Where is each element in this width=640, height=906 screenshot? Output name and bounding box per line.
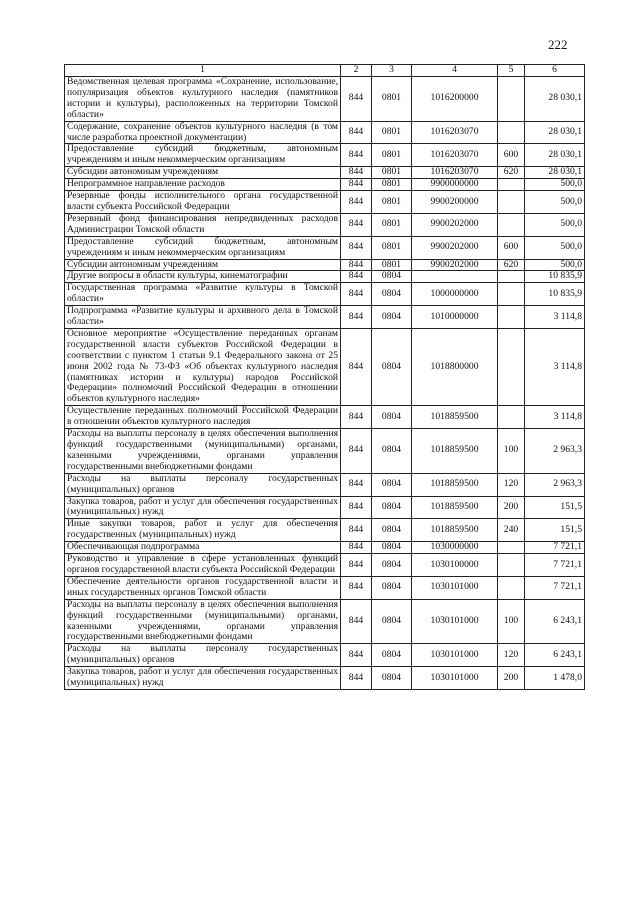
row-amount-cell: 28 030,1 <box>525 167 585 179</box>
table-row <box>65 496 585 519</box>
row-csr-cell: 9900000000 <box>412 179 498 191</box>
table-row <box>65 667 585 690</box>
row-section-cell: 0804 <box>372 554 412 577</box>
row-amount-cell: 2 963,3 <box>525 429 585 474</box>
row-vr-cell: 240 <box>498 519 525 542</box>
row-vr-cell: 100 <box>498 599 525 644</box>
row-name-cell: Закупка товаров, работ и услуг для обеспечения государственных (муниципальных) нужд <box>65 667 341 690</box>
row-vr-cell: 100 <box>498 429 525 474</box>
row-vr-cell: 200 <box>498 496 525 519</box>
row-section-cell: 0804 <box>372 406 412 429</box>
row-amount-cell: 7 721,1 <box>525 542 585 554</box>
table-row <box>65 473 585 496</box>
table-row <box>65 554 585 577</box>
row-name-cell: Государственная программа «Развитие культуры в Томской области» <box>65 283 341 306</box>
row-csr-cell: 9900202000 <box>412 259 498 271</box>
row-section-cell: 0804 <box>372 283 412 306</box>
row-csr-cell: 1010000000 <box>412 306 498 329</box>
table-row <box>65 236 585 259</box>
row-csr-cell: 1018859500 <box>412 429 498 474</box>
row-name-cell: Другие вопросы в области культуры, кинематографии <box>65 271 341 283</box>
row-amount-cell: 6 243,1 <box>525 599 585 644</box>
table-row <box>65 406 585 429</box>
row-name-cell: Непрограммное направление расходов <box>65 179 341 191</box>
row-section-cell: 0801 <box>372 191 412 214</box>
table-row <box>65 191 585 214</box>
row-name-cell: Предоставление субсидий бюджетным, автономным учреждениям и иным некоммерческим организациям <box>65 144 341 167</box>
row-vr-cell: 200 <box>498 667 525 690</box>
table-row <box>65 429 585 474</box>
row-section-cell: 0801 <box>372 213 412 236</box>
row-amount-cell: 28 030,1 <box>525 144 585 167</box>
row-amount-cell: 1 478,0 <box>525 667 585 690</box>
row-csr-cell: 1000000000 <box>412 283 498 306</box>
table-row <box>65 328 585 405</box>
table-row <box>65 167 585 179</box>
row-amount-cell: 28 030,1 <box>525 77 585 122</box>
row-name-cell: Ведомственная целевая программа «Сохранение, использование, популяризация объектов культурного наследия (памятников истории и культуры), расположенных на территории Томской области» <box>65 77 341 122</box>
table-row <box>65 179 585 191</box>
row-amount-cell: 7 721,1 <box>525 576 585 599</box>
row-section-cell: 0804 <box>372 473 412 496</box>
row-csr-cell: 1018859500 <box>412 496 498 519</box>
row-vr-cell: 600 <box>498 144 525 167</box>
row-grbs-cell: 844 <box>341 121 372 144</box>
row-amount-cell: 10 835,9 <box>525 283 585 306</box>
row-csr-cell: 1018859500 <box>412 406 498 429</box>
row-section-cell: 0801 <box>372 167 412 179</box>
row-grbs-cell: 844 <box>341 236 372 259</box>
row-csr-cell: 1030000000 <box>412 542 498 554</box>
row-name-cell: Расходы на выплаты персоналу в целях обеспечения выполнения функций государственными (муниципальными) органами, казенными учреждениями, органами управления государственными внебюджетными фондами <box>65 429 341 474</box>
table-row <box>65 271 585 283</box>
row-grbs-cell: 844 <box>341 259 372 271</box>
row-grbs-cell: 844 <box>341 554 372 577</box>
row-csr-cell: 9900202000 <box>412 236 498 259</box>
row-vr-cell: 620 <box>498 167 525 179</box>
row-name-cell: Обеспечение деятельности органов государственной власти и иных государственных органов Томской области <box>65 576 341 599</box>
row-grbs-cell: 844 <box>341 519 372 542</box>
row-name-cell: Расходы на выплаты персоналу государственных (муниципальных) органов <box>65 644 341 667</box>
row-section-cell: 0804 <box>372 429 412 474</box>
row-vr-cell <box>498 576 525 599</box>
row-csr-cell: 1030101000 <box>412 644 498 667</box>
row-name-cell: Руководство и управление в сфере установленных функций органов государственной власти субъекта Российской Федерации <box>65 554 341 577</box>
row-amount-cell: 151,5 <box>525 496 585 519</box>
row-grbs-cell: 844 <box>341 179 372 191</box>
row-csr-cell: 1016200000 <box>412 77 498 122</box>
row-section-cell: 0804 <box>372 599 412 644</box>
row-grbs-cell: 844 <box>341 599 372 644</box>
row-csr-cell: 1030101000 <box>412 599 498 644</box>
row-section-cell: 0804 <box>372 519 412 542</box>
row-amount-cell: 500,0 <box>525 191 585 214</box>
row-name-cell: Подпрограмма «Развитие культуры и архивного дела в Томской области» <box>65 306 341 329</box>
header-cell: 5 <box>498 65 525 77</box>
row-amount-cell: 500,0 <box>525 179 585 191</box>
table-row <box>65 144 585 167</box>
table-row <box>65 306 585 329</box>
table-header-row <box>65 65 585 77</box>
row-amount-cell: 28 030,1 <box>525 121 585 144</box>
table-row <box>65 213 585 236</box>
page-number: 222 <box>548 37 568 52</box>
row-name-cell: Основное мероприятие «Осуществление переданных органам государственной власти субъектов Российской Федерации в соответствии с пунктом 1 статьи 9.1 Федерального закона от 25 июня 2002 года № 73-ФЗ «Об объектах культурного наследия (памятниках истории и культуры) народов Российской Федерации» полномочий Российской Федерации в отношении объектов культурного наследия» <box>65 328 341 405</box>
row-grbs-cell: 844 <box>341 77 372 122</box>
row-vr-cell <box>498 406 525 429</box>
row-section-cell: 0801 <box>372 179 412 191</box>
row-csr-cell: 1030100000 <box>412 554 498 577</box>
row-amount-cell: 7 721,1 <box>525 554 585 577</box>
row-grbs-cell: 844 <box>341 283 372 306</box>
row-section-cell: 0804 <box>372 496 412 519</box>
row-vr-cell <box>498 121 525 144</box>
row-amount-cell: 10 835,9 <box>525 271 585 283</box>
row-csr-cell <box>412 271 498 283</box>
row-grbs-cell: 844 <box>341 406 372 429</box>
table-row <box>65 121 585 144</box>
row-grbs-cell: 844 <box>341 496 372 519</box>
row-name-cell: Предоставление субсидий бюджетным, автономным учреждениям и иным некоммерческим организациям <box>65 236 341 259</box>
row-amount-cell: 500,0 <box>525 213 585 236</box>
row-section-cell: 0804 <box>372 667 412 690</box>
row-vr-cell: 620 <box>498 259 525 271</box>
table-row <box>65 542 585 554</box>
row-vr-cell <box>498 328 525 405</box>
row-name-cell: Осуществление переданных полномочий Российской Федерации в отношении объектов культурного наследия <box>65 406 341 429</box>
row-amount-cell: 2 963,3 <box>525 473 585 496</box>
row-section-cell: 0804 <box>372 271 412 283</box>
row-vr-cell <box>498 77 525 122</box>
row-amount-cell: 3 114,8 <box>525 306 585 329</box>
row-vr-cell: 600 <box>498 236 525 259</box>
row-vr-cell <box>498 283 525 306</box>
row-vr-cell <box>498 179 525 191</box>
row-amount-cell: 3 114,8 <box>525 328 585 405</box>
row-section-cell: 0801 <box>372 259 412 271</box>
row-grbs-cell: 844 <box>341 429 372 474</box>
row-csr-cell: 1018859500 <box>412 473 498 496</box>
table-row <box>65 519 585 542</box>
row-name-cell: Субсидии автономным учреждениям <box>65 259 341 271</box>
row-section-cell: 0801 <box>372 144 412 167</box>
table-row <box>65 283 585 306</box>
row-section-cell: 0804 <box>372 576 412 599</box>
header-cell: 2 <box>341 65 372 77</box>
row-grbs-cell: 844 <box>341 644 372 667</box>
row-csr-cell: 9900200000 <box>412 191 498 214</box>
row-grbs-cell: 844 <box>341 576 372 599</box>
row-section-cell: 0804 <box>372 644 412 667</box>
row-section-cell: 0804 <box>372 542 412 554</box>
header-cell: 3 <box>372 65 412 77</box>
row-grbs-cell: 844 <box>341 191 372 214</box>
table-row <box>65 599 585 644</box>
row-vr-cell <box>498 213 525 236</box>
row-grbs-cell: 844 <box>341 271 372 283</box>
row-name-cell: Расходы на выплаты персоналу в целях обеспечения выполнения функций государственными (муниципальными) органами, казенными учреждениями, органами управления государственными внебюджетными фондами <box>65 599 341 644</box>
row-csr-cell: 1018859500 <box>412 519 498 542</box>
row-amount-cell: 500,0 <box>525 236 585 259</box>
row-csr-cell: 1016203070 <box>412 121 498 144</box>
row-name-cell: Обеспечивающая подпрограмма <box>65 542 341 554</box>
row-grbs-cell: 844 <box>341 542 372 554</box>
row-vr-cell <box>498 554 525 577</box>
row-name-cell: Иные закупки товаров, работ и услуг для обеспечения государственных (муниципальных) нужд <box>65 519 341 542</box>
row-csr-cell: 1016203070 <box>412 167 498 179</box>
table-row <box>65 259 585 271</box>
row-csr-cell: 1018800000 <box>412 328 498 405</box>
row-name-cell: Резервные фонды исполнительного органа государственной власти субъекта Российской Федерации <box>65 191 341 214</box>
row-amount-cell: 500,0 <box>525 259 585 271</box>
row-vr-cell: 120 <box>498 644 525 667</box>
table-row <box>65 77 585 122</box>
row-grbs-cell: 844 <box>341 328 372 405</box>
header-cell: 4 <box>412 65 498 77</box>
row-section-cell: 0804 <box>372 328 412 405</box>
row-amount-cell: 3 114,8 <box>525 406 585 429</box>
row-name-cell: Расходы на выплаты персоналу государственных (муниципальных) органов <box>65 473 341 496</box>
row-section-cell: 0801 <box>372 236 412 259</box>
header-cell: 6 <box>525 65 585 77</box>
row-name-cell: Субсидии автономным учреждениям <box>65 167 341 179</box>
row-grbs-cell: 844 <box>341 167 372 179</box>
header-cell: 1 <box>65 65 341 77</box>
row-csr-cell: 1016203070 <box>412 144 498 167</box>
table-row <box>65 576 585 599</box>
row-amount-cell: 151,5 <box>525 519 585 542</box>
row-section-cell: 0801 <box>372 121 412 144</box>
row-vr-cell: 120 <box>498 473 525 496</box>
row-name-cell: Закупка товаров, работ и услуг для обеспечения государственных (муниципальных) нужд <box>65 496 341 519</box>
table-row <box>65 644 585 667</box>
row-grbs-cell: 844 <box>341 473 372 496</box>
row-vr-cell <box>498 542 525 554</box>
row-grbs-cell: 844 <box>341 667 372 690</box>
row-csr-cell: 9900202000 <box>412 213 498 236</box>
row-grbs-cell: 844 <box>341 144 372 167</box>
row-vr-cell <box>498 191 525 214</box>
row-csr-cell: 1030101000 <box>412 576 498 599</box>
row-grbs-cell: 844 <box>341 306 372 329</box>
row-name-cell: Резервный фонд финансирования непредвиденных расходов Администрации Томской области <box>65 213 341 236</box>
row-section-cell: 0804 <box>372 306 412 329</box>
row-csr-cell: 1030101000 <box>412 667 498 690</box>
row-vr-cell <box>498 271 525 283</box>
budget-table <box>64 64 585 690</box>
row-grbs-cell: 844 <box>341 213 372 236</box>
row-name-cell: Содержание, сохранение объектов культурного наследия (в том числе разработка проектной документации) <box>65 121 341 144</box>
row-section-cell: 0801 <box>372 77 412 122</box>
row-amount-cell: 6 243,1 <box>525 644 585 667</box>
row-vr-cell <box>498 306 525 329</box>
table-body <box>65 77 585 690</box>
